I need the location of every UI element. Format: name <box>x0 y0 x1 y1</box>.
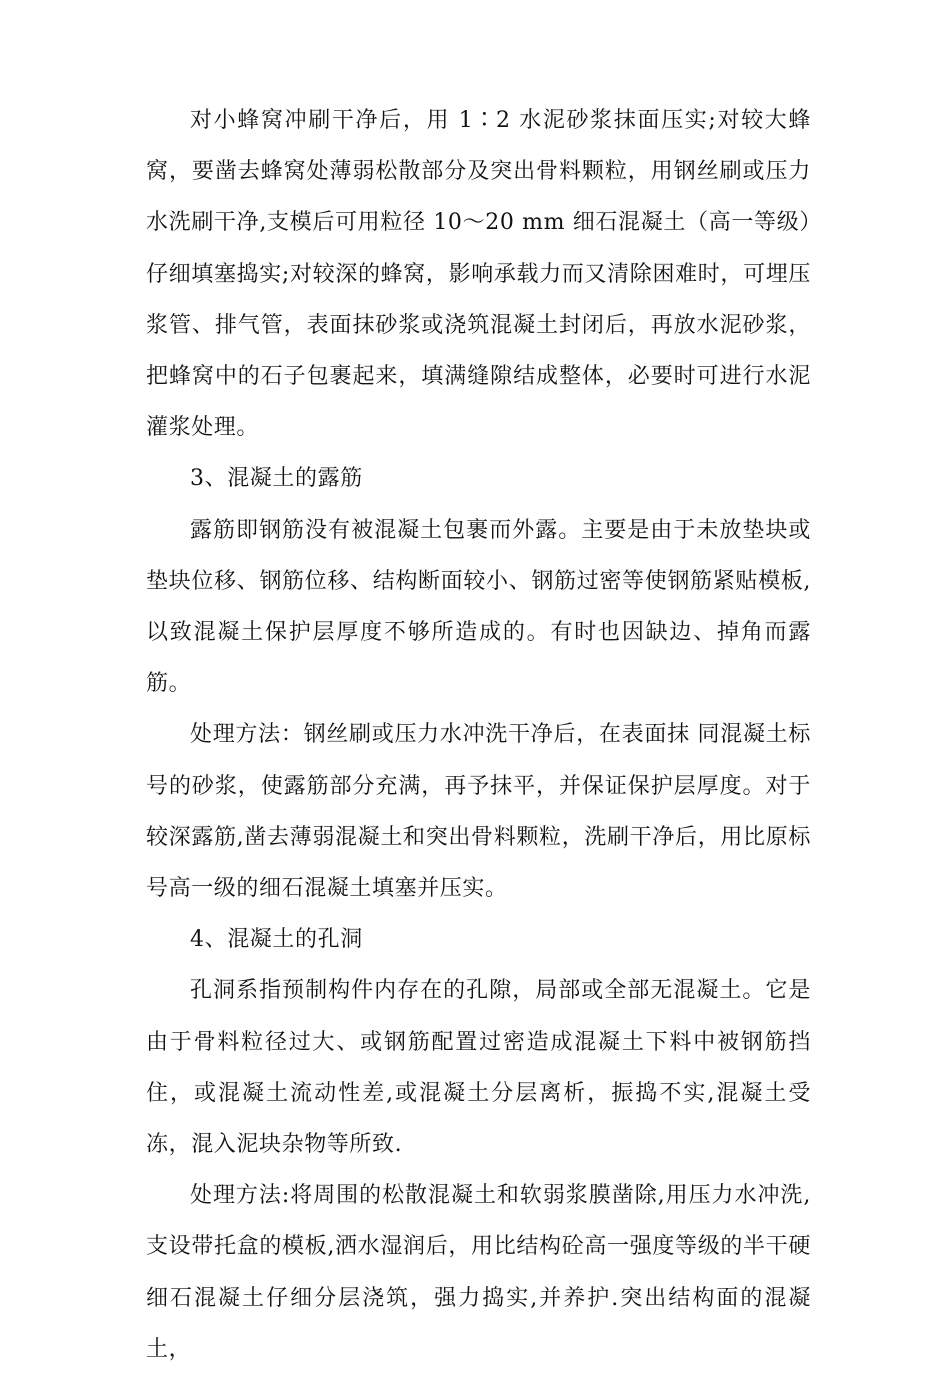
paragraph-honeycomb-repair: 对小蜂窝冲刷干净后，用 1∶2 水泥砂浆抹面压实;对较大蜂窝，要凿去蜂窝处薄弱松散部分及突出骨料颗粒，用钢丝刷或压力水洗刷干净,支模后可用粒径 10～20 mm 细石混凝土（高一等级）仔细填塞捣实;对较深的蜂窝，影响承载力而又清除困难时，可埋压浆管、排气管，表面抹砂浆或浇筑混凝土封闭后，再放水泥砂浆，把蜂窝中的石子包裹起来，填满缝隙结成整体，必要时可进行水泥灌浆处理。 <box>146 108 811 441</box>
paragraph-voids-treatment: 处理方法:将周围的松散混凝土和软弱浆膜凿除,用压力水冲洗,支设带托盒的模板,洒水湿润后，用比结构砼高一强度等级的半干硬细石混凝土仔细分层浇筑，强力捣实,并养护.突出结构面的混凝土， <box>146 1183 811 1362</box>
section-heading-voids: 4、混凝土的孔洞 <box>190 927 363 953</box>
paragraph-voids-cause: 孔洞系指预制构件内存在的孔隙，局部或全部无混凝土。它是由于骨料粒径过大、或钢筋配置过密造成混凝土下料中被钢筋挡住，或混凝土流动性差,或混凝土分层离析，振捣不实,混凝土受冻，混入泥块杂物等所致. <box>146 978 811 1158</box>
section-heading-exposed-rebar: 3、混凝土的露筋 <box>190 466 363 492</box>
body-text <box>146 95 811 1375</box>
paragraph-exposed-rebar-treatment: 处理方法：钢丝刷或压力水冲洗干净后，在表面抹 同混凝土标号的砂浆，使露筋部分充满，再予抹平，并保证保护层厚度。对于较深露筋,凿去薄弱混凝土和突出骨料颗粒，洗刷干净后，用比原标号高一级的细石混凝土填塞并压实。 <box>146 722 811 902</box>
paragraph-exposed-rebar-cause: 露筋即钢筋没有被混凝土包裹而外露。主要是由于未放垫块或垫块位移、钢筋位移、结构断面较小、钢筋过密等使钢筋紧贴模板,以致混凝土保护层厚度不够所造成的。有时也因缺边、掉角而露筋。 <box>146 517 811 697</box>
